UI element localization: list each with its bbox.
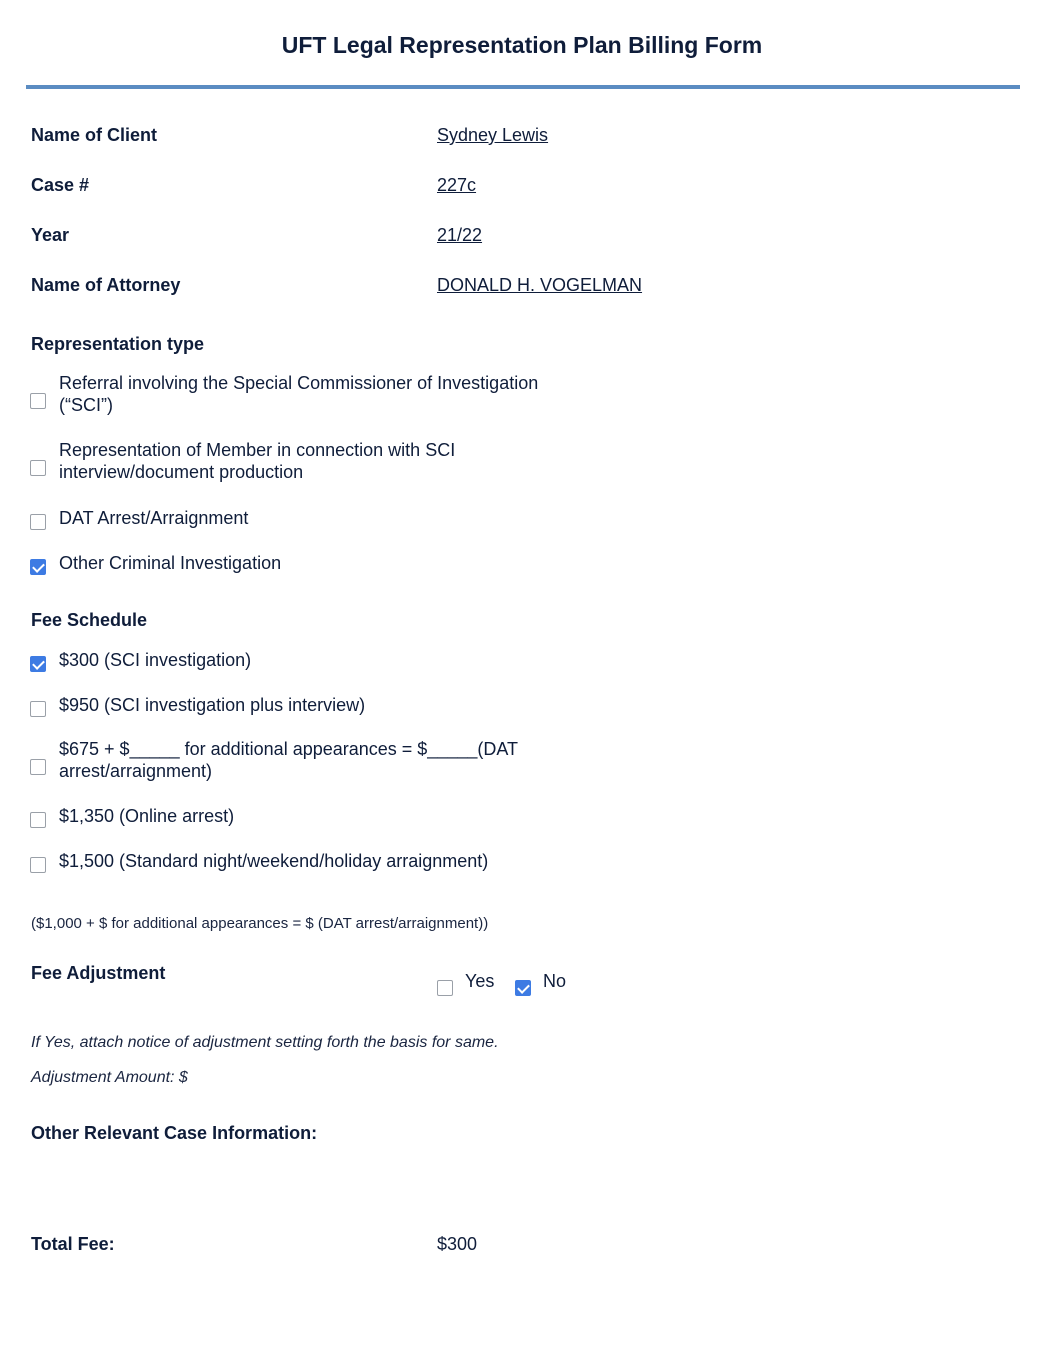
fee-schedule-note: ($1,000 + $ for additional appearances = $ (DAT arrest/arraignment))	[31, 915, 489, 932]
representation-option-other-criminal[interactable]	[30, 551, 550, 575]
fee-adjustment-yes[interactable]	[437, 966, 494, 996]
attorney-label: Name of Attorney	[31, 275, 181, 295]
other-info-heading: Other Relevant Case Information:	[31, 1123, 318, 1143]
checkbox-checked-icon[interactable]	[30, 656, 46, 672]
checkbox-icon[interactable]	[30, 857, 46, 873]
fee-option-300[interactable]	[30, 648, 550, 672]
no-label: No	[543, 970, 567, 991]
option-label: $950 (SCI investigation plus interview)	[59, 695, 366, 715]
fee-option-950[interactable]	[30, 693, 550, 717]
representation-option-sci-interview[interactable]	[30, 439, 550, 483]
fee-adjustment-no[interactable]	[515, 966, 566, 996]
fee-option-1350[interactable]	[30, 804, 550, 828]
representation-option-sci-referral[interactable]	[30, 372, 550, 416]
representation-option-dat-arrest[interactable]	[30, 506, 550, 530]
case-value[interactable]: 227c	[437, 175, 477, 195]
fee-option-675[interactable]	[30, 738, 550, 782]
case-label: Case #	[31, 175, 90, 195]
fee-adjustment-heading: Fee Adjustment	[31, 963, 166, 983]
checkbox-icon[interactable]	[30, 759, 46, 775]
option-label: DAT Arrest/Arraignment	[59, 508, 249, 528]
title-divider	[26, 85, 1020, 89]
representation-heading: Representation type	[31, 334, 205, 354]
checkbox-checked-icon[interactable]	[515, 980, 531, 996]
option-label: Referral involving the Special Commissioner of Investigation (“SCI”)	[59, 373, 539, 415]
option-label: Representation of Member in connection with SCI interview/document production	[59, 440, 456, 482]
option-label: $300 (SCI investigation)	[59, 650, 252, 670]
option-label: $1,350 (Online arrest)	[59, 806, 235, 826]
checkbox-icon[interactable]	[437, 980, 453, 996]
checkbox-checked-icon[interactable]	[30, 559, 46, 575]
year-value[interactable]: 21/22	[437, 225, 483, 245]
adjustment-instruction: If Yes, attach notice of adjustment setting forth the basis for same.	[31, 1034, 499, 1051]
checkbox-icon[interactable]	[30, 514, 46, 530]
option-label: $1,500 (Standard night/weekend/holiday arraignment)	[59, 851, 489, 871]
fee-schedule-heading: Fee Schedule	[31, 610, 148, 630]
total-fee-label: Total Fee:	[31, 1234, 115, 1254]
yes-label: Yes	[465, 970, 495, 991]
checkbox-icon[interactable]	[30, 460, 46, 476]
attorney-value[interactable]: DONALD H. VOGELMAN	[437, 275, 643, 295]
checkbox-icon[interactable]	[30, 812, 46, 828]
option-label: $675 + $_____ for additional appearances = $_____(DAT arrest/arraignment)	[59, 739, 518, 781]
option-label: Other Criminal Investigation	[59, 553, 282, 573]
client-value[interactable]: Sydney Lewis	[437, 125, 549, 145]
form-title: UFT Legal Representation Plan Billing Form	[281, 32, 763, 58]
year-label: Year	[31, 225, 70, 245]
checkbox-icon[interactable]	[30, 393, 46, 409]
total-fee-value: $300	[437, 1234, 478, 1254]
client-label: Name of Client	[31, 125, 158, 145]
adjustment-amount-label: Adjustment Amount: $	[31, 1069, 188, 1086]
fee-option-1500[interactable]	[30, 849, 550, 873]
checkbox-icon[interactable]	[30, 701, 46, 717]
